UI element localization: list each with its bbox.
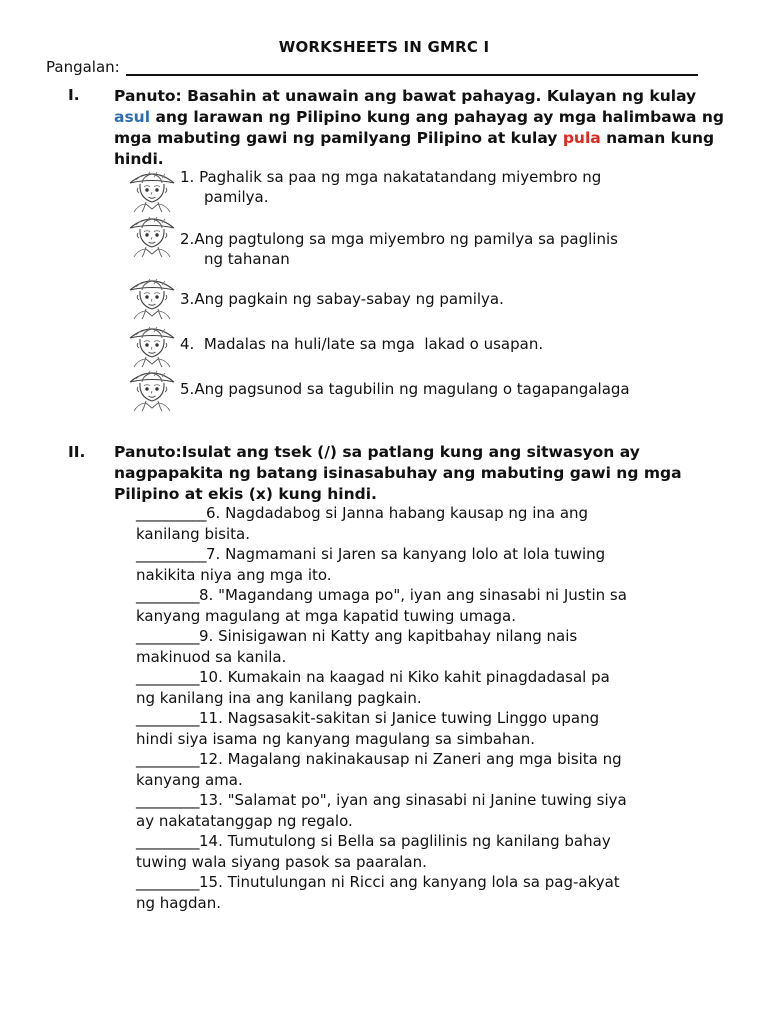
name-row <box>46 58 698 76</box>
item-text: 10. Kumakain na kaagad ni Kiko kahit pinagdadasal pa <box>199 668 610 686</box>
item-text: 14. Tumutulong si Bella sa paglilinis ng kanilang bahay <box>199 832 611 850</box>
item-text: 9. Sinisigawan ni Katty ang kapitbahay nilang nais <box>199 627 578 645</box>
section-2-instructions: Panuto:Isulat ang tsek (/) sa patlang kung ang sitwasyon ay nagpapakita ng batang isinasabuhay ang mabuting gawi ng mga Pilipino at ekis (x) kung hindi. <box>114 443 682 503</box>
page-title: WORKSHEETS IN GMRC I <box>278 38 490 56</box>
item-text-cont: kanyang ama. <box>136 770 243 789</box>
section-2-item <box>136 503 726 544</box>
name-label: Pangalan: <box>46 58 120 76</box>
item-number: 5. <box>180 380 195 398</box>
item-text: 13. "Salamat po", iyan ang sinasabi ni Janine tuwing siya <box>199 791 627 809</box>
item-number: 2. <box>180 230 195 248</box>
item-text-cont: ng kanilang ina ang kanilang pagkain. <box>136 688 422 707</box>
item-text: 7. Nagmamani si Jaren sa kanyang lolo at lola tuwing <box>206 545 606 563</box>
section-1-item <box>180 334 730 354</box>
section-1-item <box>180 167 730 207</box>
item-text-cont: ay nakatatanggap ng regalo. <box>136 811 353 830</box>
answer-blank[interactable]: _________ <box>136 873 199 891</box>
filipino-child-drawing-icon[interactable] <box>124 366 180 412</box>
item-number: 1. <box>180 168 195 186</box>
section-2-item <box>136 585 726 626</box>
instr-1-part-c: naman kung hindi. <box>114 129 715 168</box>
item-text-cont: ng tahanan <box>204 250 290 268</box>
section-2-item <box>136 708 726 749</box>
answer-blank[interactable]: _________ <box>136 750 199 768</box>
section-2-item <box>136 749 726 790</box>
answer-blank[interactable]: __________ <box>136 504 206 522</box>
answer-blank[interactable]: _________ <box>136 709 199 727</box>
item-text: Madalas na huli/late sa mga lakad o usapan. <box>194 335 544 353</box>
item-text: 8. "Magandang umaga po", iyan ang sinasabi ni Justin sa <box>199 586 627 604</box>
answer-blank[interactable]: _________ <box>136 627 199 645</box>
section-2-items <box>136 503 726 913</box>
answer-blank[interactable]: _________ <box>136 586 199 604</box>
name-blank-line[interactable] <box>126 60 698 76</box>
instr-1-part-a: Panuto: Basahin at unawain ang bawat pahayag. Kulayan ng kulay <box>114 87 697 105</box>
answer-blank[interactable]: _________ <box>136 668 199 686</box>
red-color-word: pula <box>562 129 601 147</box>
section-1-number: I. <box>68 86 80 104</box>
item-text-cont: makinuod sa kanila. <box>136 647 287 666</box>
filipino-child-drawing-icon[interactable] <box>124 212 180 258</box>
section-2-item <box>136 790 726 831</box>
instr-1-part-b: ang larawan ng Pilipino kung ang pahayag ay mga halimbawa ng mga mabuting gawi ng pamilyang Pilipino at kulay <box>114 108 725 147</box>
item-number: 4. <box>180 335 195 353</box>
item-number: 3. <box>180 290 195 308</box>
section-1-item <box>180 229 730 269</box>
item-text-cont: pamilya. <box>204 188 269 206</box>
item-text: 12. Magalang nakinakausap ni Zaneri ang mga bisita ng <box>199 750 622 768</box>
filipino-child-drawing-icon[interactable] <box>124 167 180 213</box>
section-1-item <box>180 379 730 399</box>
answer-blank[interactable]: _________ <box>136 791 199 809</box>
item-text-cont: tuwing wala siyang pasok sa paaralan. <box>136 852 427 871</box>
item-text-cont: nakikita niya ang mga ito. <box>136 565 332 584</box>
section-2-item <box>136 544 726 585</box>
item-text: 11. Nagsasakit-sakitan si Janice tuwing Linggo upang <box>199 709 600 727</box>
item-text: Ang pagtulong sa mga miyembro ng pamilya sa paglinis <box>194 230 618 248</box>
item-text: Paghalik sa paa ng mga nakatatandang miyembro ng <box>194 168 602 186</box>
section-2-item <box>136 831 726 872</box>
blue-color-word: asul <box>114 108 151 126</box>
item-text: 6. Nagdadabog si Janna habang kausap ng ina ang <box>206 504 589 522</box>
filipino-child-drawing-icon[interactable] <box>124 274 180 320</box>
filipino-child-drawing-icon[interactable] <box>124 322 180 368</box>
item-text-cont: hindi siya isama ng kanyang magulang sa simbahan. <box>136 729 536 748</box>
item-text-cont: ng hagdan. <box>136 893 222 912</box>
item-text-cont: kanyang magulang at mga kapatid tuwing umaga. <box>136 606 516 625</box>
section-1-item <box>180 289 730 309</box>
item-text: Ang pagkain ng sabay-sabay ng pamilya. <box>194 290 504 308</box>
section-2-item <box>136 872 726 913</box>
section-2-number: II. <box>68 443 86 461</box>
section-2-item <box>136 626 726 667</box>
section-1-instructions <box>114 86 729 170</box>
item-text-cont: kanilang bisita. <box>136 524 250 543</box>
answer-blank[interactable]: _________ <box>136 832 199 850</box>
item-text: 15. Tinutulungan ni Ricci ang kanyang lola sa pag-akyat <box>199 873 620 891</box>
item-text: Ang pagsunod sa tagubilin ng magulang o tagapangalaga <box>194 380 630 398</box>
section-2-item <box>136 667 726 708</box>
answer-blank[interactable]: __________ <box>136 545 206 563</box>
